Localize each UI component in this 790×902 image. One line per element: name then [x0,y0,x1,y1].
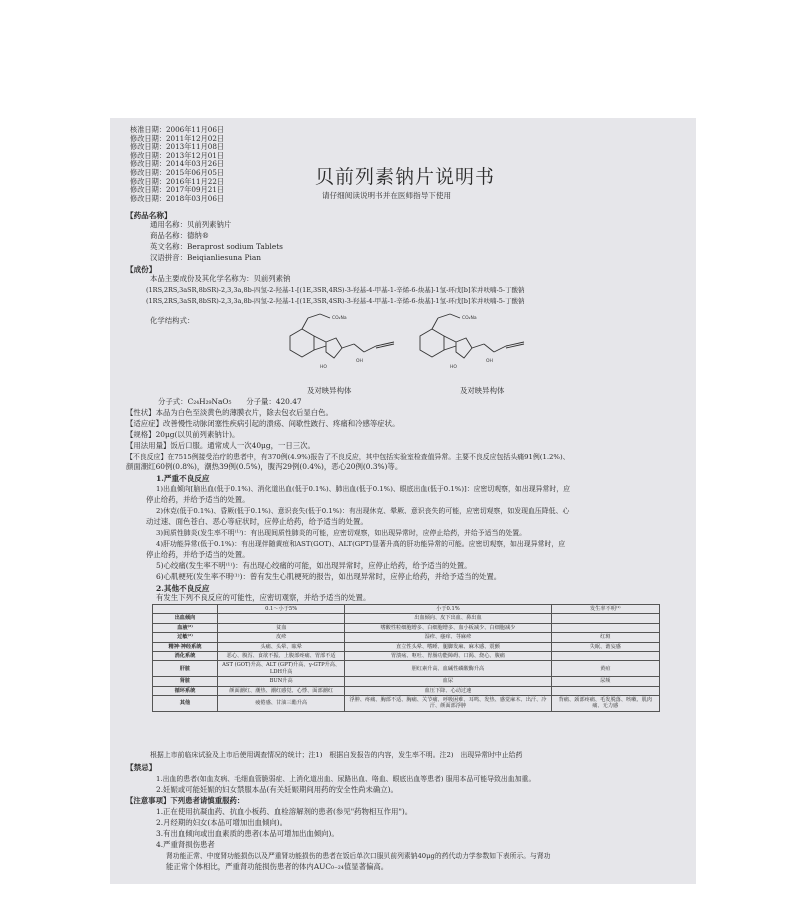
table-cell [551,623,659,632]
table-cell: 血压下降、心动过速 [345,686,551,695]
table-cell: 黄疸 [551,661,659,677]
serious-item-2: 2)休克(低于0.1%)、昏厥(低于0.1%)、意识丧失(低于0.1%)：有出现休克、晕厥、意识丧失的可能，应密切观察，如发现血压降低、心 [156,507,570,515]
table-header-cell: 小于0.1% [345,605,551,614]
section-contraindications: 【禁忌】 [126,763,157,772]
table-cell: 出血倾向 [153,614,218,623]
serious-item-5: 5)心绞痛(发生率不明⁽¹⁾)：有出现心绞痛的可能，如出现异常时，应停止给药，给予适当的处置。 [156,561,472,570]
table-cell: 血液⁽²⁾ [153,623,218,632]
table-cell: 出血倾向、皮下出血、鼻出血 [345,614,551,623]
table-cell: 头痛、头晕、眩晕 [218,642,345,651]
structure-label: 化学结构式： [150,316,195,325]
section-specification: 【规格】20μg(以贝前列素钠计)。 [126,430,240,439]
table-cell: 循环系统 [153,686,218,695]
table-cell: 消化系统 [153,652,218,661]
svg-text:OH: OH [356,359,363,364]
serious-item-1b: 停止给药，并给予适当的处置。 [146,495,250,504]
table-header-row [153,605,660,614]
serious-item-6: 6)心肌梗死(发生率不明⁽¹⁾)：曾有发生心肌梗死的报告，如出现异常时，应停止给药，并给予适当的处置。 [156,572,502,581]
table-cell: 精神·神经系统 [153,642,218,651]
table-cell [218,614,345,623]
table-row [153,661,660,677]
section-adverse: 【不良反应】在7515例接受治疗的患者中，有370例(4.9%)报告了不良反应，其中包括实验室检查值异常。主要不良反应包括头痛91例(1.2%)、 [126,453,570,461]
revision-line: 核准日期：2006年11月06日 [130,125,225,134]
trade-name: 商品名称：德纳® [150,231,210,240]
adverse-reaction-table [152,604,660,712]
svg-text:CO₂Na: CO₂Na [332,316,347,321]
table-cell: 嗜酸性粒细胞增多、白细胞增多、血小板减少、白细胞减少 [345,623,551,632]
table-header-cell: 发生率不明⁽¹⁾ [551,605,659,614]
precaution-4: 4.严重肾损伤患者 [156,840,215,849]
precautions-head: 【注意事项】下列患者请慎重服药： [126,796,245,805]
precaution-4b: 能正常个体相比，严重肾功能损伤患者的体内AUC₀₋₂₄值显著偏高。 [166,862,389,871]
table-row [153,642,660,651]
table-row [153,652,660,661]
table-cell: 颜面潮红、潮热、潮红感觉、心悸、面部潮红 [218,686,345,695]
document-page [110,118,696,884]
svg-text:HO: HO [450,365,457,370]
composition-main: 本品主要成份及其化学名称为：贝前列素钠 [150,274,291,283]
table-row [153,623,660,632]
table-cell: 贫血 [218,623,345,632]
serious-adverse-head: 1.严重不良反应 [156,474,210,483]
table-cell: 肾脏 [153,677,218,686]
chemical-structure-2 [400,308,530,380]
table-cell: 湿疹、瘙痒、荨麻疹 [345,633,551,642]
table-cell: 过敏⁽²⁾ [153,633,218,642]
adverse-continued: 颜面潮红60例(0.8%)，潮热39例(0.5%)，腹泻29例(0.4%)，恶心20例(0.3%)等。 [126,462,403,471]
section-precautions [126,796,244,806]
enantiomer-label-2: 及对映异构体 [460,386,505,395]
section-dosage: 【用法用量】饭后口服。通常成人一次40μg，一日三次。 [126,441,315,450]
table-row [153,614,660,623]
table-cell: 胃溃疡、呕吐、胃肠功能障碍、口渴、烧心、腹痛 [345,652,551,661]
svg-text:HO: HO [320,365,327,370]
table-footnote: 根据上市前临床试验及上市后使用调查情况的统计；注1) 根据自发报告的内容，发生率不明。注2) 出现异常时中止给药 [150,751,523,759]
revision-line: 修改日期：2014年03月26日 [130,159,225,169]
revision-line: 修改日期：2013年11月08日 [130,142,225,152]
table-cell: 恶心、腹泻、食欲不振、上腹部疼痛、胃部不适 [218,652,345,661]
revision-line: 修改日期：2015年06月05日 [130,167,225,177]
enantiomer-label-1: 及对映异构体 [307,386,352,395]
chemical-structure-1 [270,308,400,380]
table-cell: AST (GOT)升高、ALT (GPT)升高、γ-GTP升高、LDH升高 [218,661,345,677]
molecular-formula: 分子式：C₂₄H₂₉NaO₅ 分子量：420.47 [158,397,302,406]
other-adverse-head: 2.其他不良反应 [156,584,210,593]
serious-item-3: 3)间质性肺炎(发生率不明⁽¹⁾)：有出现间质性肺炎的可能，应密切观察，如出现异常时，应停止给药，并给予适当的处置。 [156,529,527,537]
table-cell: 皮疹 [218,633,345,642]
table-cell: 血尿 [345,677,551,686]
table-cell: 尿频 [551,677,659,686]
contraindication-2: 2.妊娠或可能妊娠的妇女禁服本品(有关妊娠期间用药的安全性尚未确立)。 [156,785,398,794]
revision-line: 修改日期：2011年12月02日 [130,133,225,143]
section-indication: 【适应症】改善慢性动脉闭塞性疾病引起的溃疡、间歇性跛行、疼痛和冷感等症状。 [126,419,400,428]
table-header-cell: 0.1～小于5% [218,605,345,614]
table-cell: 疲倦感、甘油三酯升高 [218,696,345,712]
table-cell: 背痛、颈部疼痛、毛发脱落、咳嗽、肌肉痛、无力感 [551,696,659,712]
table-row [153,686,660,695]
revision-line: 修改日期：2017年09月21日 [130,185,225,195]
revision-line: 修改日期：2018年03月06日 [130,193,225,203]
table-cell: 其他 [153,696,218,712]
section-properties: 【性状】本品为白色至淡黄色的薄膜衣片，除去包衣后显白色。 [126,408,333,417]
revision-line: 修改日期：2016年11月22日 [130,176,225,186]
chemical-name-2: (1RS,2RS,3aSR,8bSR)-2,3,3a,8b-四氢-2-羟基-1-[(1E,3SR,4SR)-3-羟基-4-甲基-1-辛烯-6-炔基]-1氢-环戊[b]苯并呋喃-5-丁酸钠 [146,297,525,305]
revision-dates [130,126,224,203]
serious-item-1: 1)出血倾向[脑出血(低于0.1%)、消化道出血(低于0.1%)、肺出血(低于0.1%)、眼底出血(低于0.1%)]：应密切观察，如出现异常时，应 [156,485,571,493]
table-row [153,696,660,712]
table-cell: 直立性头晕、嗜睡、腿脚发麻、麻木感、震颤 [345,642,551,651]
table-cell: 浮肿、疼痛、胸部不适、胸痛、关节痛、呼吸困难、耳鸣、发热、感觉麻木、出汗、冷汗、颜面部浮肿 [345,696,551,712]
precaution-1: 1.正在使用抗凝血药、抗血小板药、血栓溶解剂的患者(参见"药物相互作用")。 [156,807,413,816]
table-cell [551,614,659,623]
chemical-name-1: (1RS,2RS,3aSR,8bSR)-2,3,3a,8b-四氢-2-羟基-1-[(1E,3SR,4RS)-3-羟基-4-甲基-1-辛烯-6-炔基]-1氢-环戊[b]苯并呋喃-5-丁酸钠 [146,286,525,294]
document-title: 贝前列素钠片说明书 [315,166,496,188]
serious-item-4b: 停止给药，并给予适当的处置。 [146,550,250,559]
table-cell: 胆红素升高、血碱性磷酸酶升高 [345,661,551,677]
revision-line: 修改日期：2013年12月01日 [130,150,225,160]
pinyin-name: 汉语拼音：Beiqianliesuna Pian [150,253,262,262]
table-cell: BUN升高 [218,677,345,686]
table-cell: 红斑 [551,633,659,642]
table-row [153,633,660,642]
svg-text:CO₂Na: CO₂Na [462,316,477,321]
table-cell [551,652,659,661]
table-cell: 失眠、谵妄感 [551,642,659,651]
precaution-4a: 肾功能正常、中度肾功能损伤以及严重肾功能损伤的患者在饭后单次口服贝前列素钠40μg的药代动力学参数如下表所示。与肾功 [166,852,551,860]
table-cell [551,686,659,695]
generic-name: 通用名称：贝前列素钠片 [150,220,232,229]
section-composition: 【成份】 [126,265,157,274]
serious-item-2b: 动过速、面色苍白、恶心等症状时，应停止给药，给予适当的处置。 [146,517,368,526]
english-name: 英文名称：Beraprost sodium Tablets [150,242,283,251]
table-header-cell [153,605,218,614]
section-drug-name: 【药品名称】 [126,211,172,220]
table-cell: 肝脏 [153,661,218,677]
contraindication-1: 1.出血的患者(如血友病、毛细血管脆弱症、上消化道出血、尿路出血、咯血、眼底出血等患者) 服用本品可能导致出血加重。 [156,775,536,783]
document-subtitle: 请仔细阅读说明书并在医师指导下使用 [322,191,452,200]
other-adverse-intro: 有发生下列不良反应的可能性，应密切观察，并给予适当的处置。 [156,593,371,602]
precaution-2: 2.月经期的妇女(本品可增加出血倾向)。 [156,818,288,827]
table-row [153,677,660,686]
svg-text:OH: OH [486,359,493,364]
precaution-3: 3.有出血倾向或出血素质的患者(本品可增加出血倾向)。 [156,829,339,838]
serious-item-4: 4)肝功能异常(低于0.1%)：有出现伴随黄疸和AST(GOT)、ALT(GPT)显著升高的肝功能异常的可能。应密切观察，如出现异常时，应 [156,540,566,548]
